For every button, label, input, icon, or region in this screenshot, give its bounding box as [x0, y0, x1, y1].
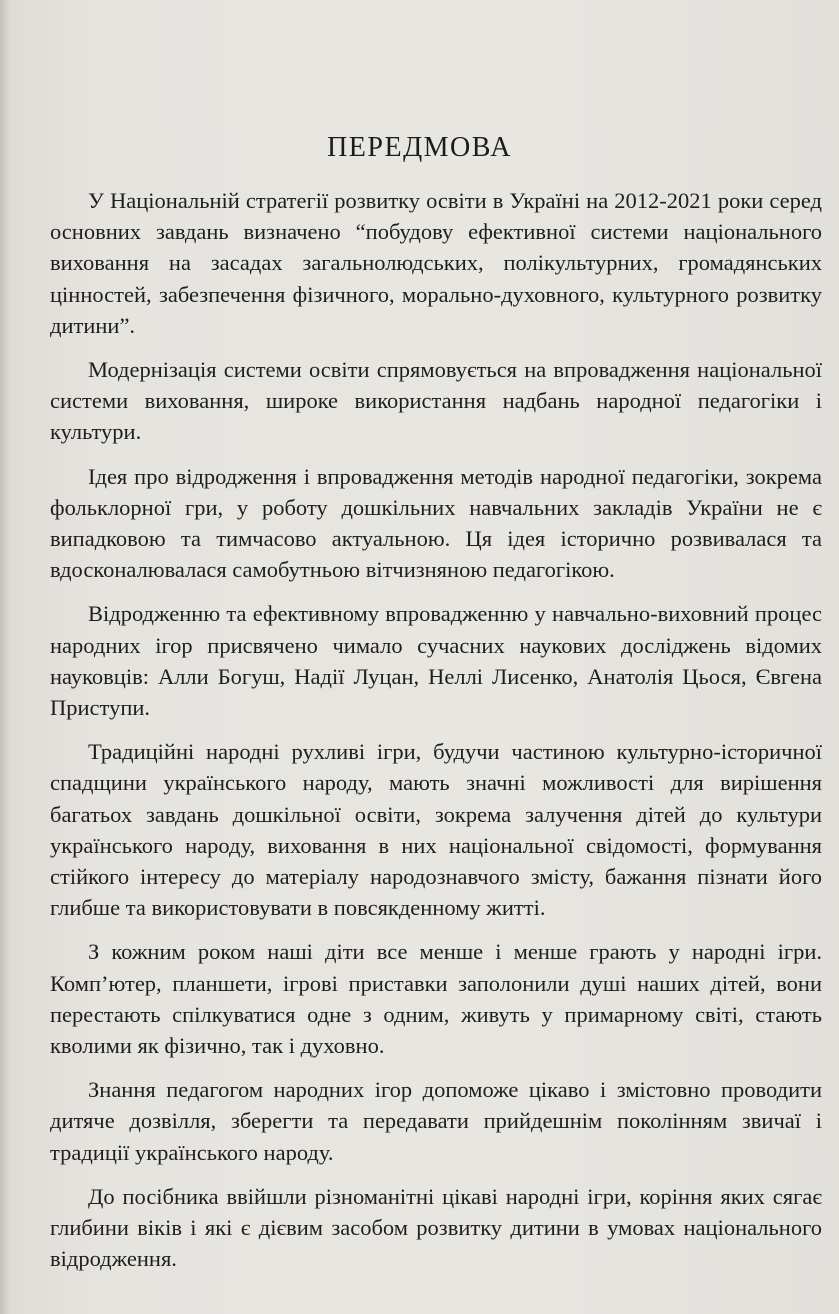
paragraph: Ідея про відродження і впровадження методів народної педагогіки, зокрема фольклорної гри, у роботу дошкільних навчальних закладів України не є випадковою та тимчасово актуальною. Ця ідея історично розвивалася та вдосконалювалася самобутньою вітчизняною педагогікою. [50, 463, 822, 583]
paragraph: Відродженню та ефективному впровадженню у навчально-виховний процес народних ігор присвячено чимало сучасних наукових досліджень відомих науковців: Алли Богуш, Надії Луцан, Неллі Лисенко, Анатолія Цьося, Євгена Приступи. [50, 601, 822, 721]
paragraph: У Національній стратегії розвитку освіти в Україні на 2012-2021 роки серед основних завдань визначено “побудову ефективної системи національного виховання на засадах загальнолюдських, полікультурних, громадянських цінностей, забезпечення фізичного, морально-духовного, культурного розвитку дитини”. [50, 188, 822, 338]
preface-text [50, 185, 822, 1288]
paragraph: До посібника ввійшли різноманітні цікаві народні ігри, коріння яких сягає глибини віків і які є дієвим засобом розвитку дитини в умовах національного відродження. [50, 1183, 822, 1272]
paragraph: Знання педагогом народних ігор допоможе цікаво і змістовно проводити дитяче дозвілля, зберегти та передавати прийдешнім поколінням звичаї і традиції українського народу. [50, 1077, 822, 1165]
paragraph: Модернізація системи освіти спрямовується на впровадження національної системи виховання, широке використання надбань народної педагогіки і культури. [50, 357, 822, 445]
page-title: ПЕРЕДМОВА [327, 132, 512, 163]
page-edge-shadow [0, 0, 10, 1314]
paragraph: З кожним роком наші діти все менше і менше грають у народні ігри. Комп’ютер, планшети, ігрові приставки заполонили душі наших дітей, вони перестають спілкуватися одне з одним, живуть у примарному світі, стають кволими як фізично, так і духовно. [50, 939, 822, 1059]
paragraph: Традиційні народні рухливі ігри, будучи частиною культурно-історичної спадщини українського народу, мають значні можливості для вирішення багатьох завдань дошкільної освіти, зокрема залучення дітей до культури українського народу, виховання в них національної свідомості, формування стійкого інтересу до матеріалу народознавчого змісту, бажання пізнати його глибше та використовувати в повсякденному житті. [50, 739, 822, 921]
